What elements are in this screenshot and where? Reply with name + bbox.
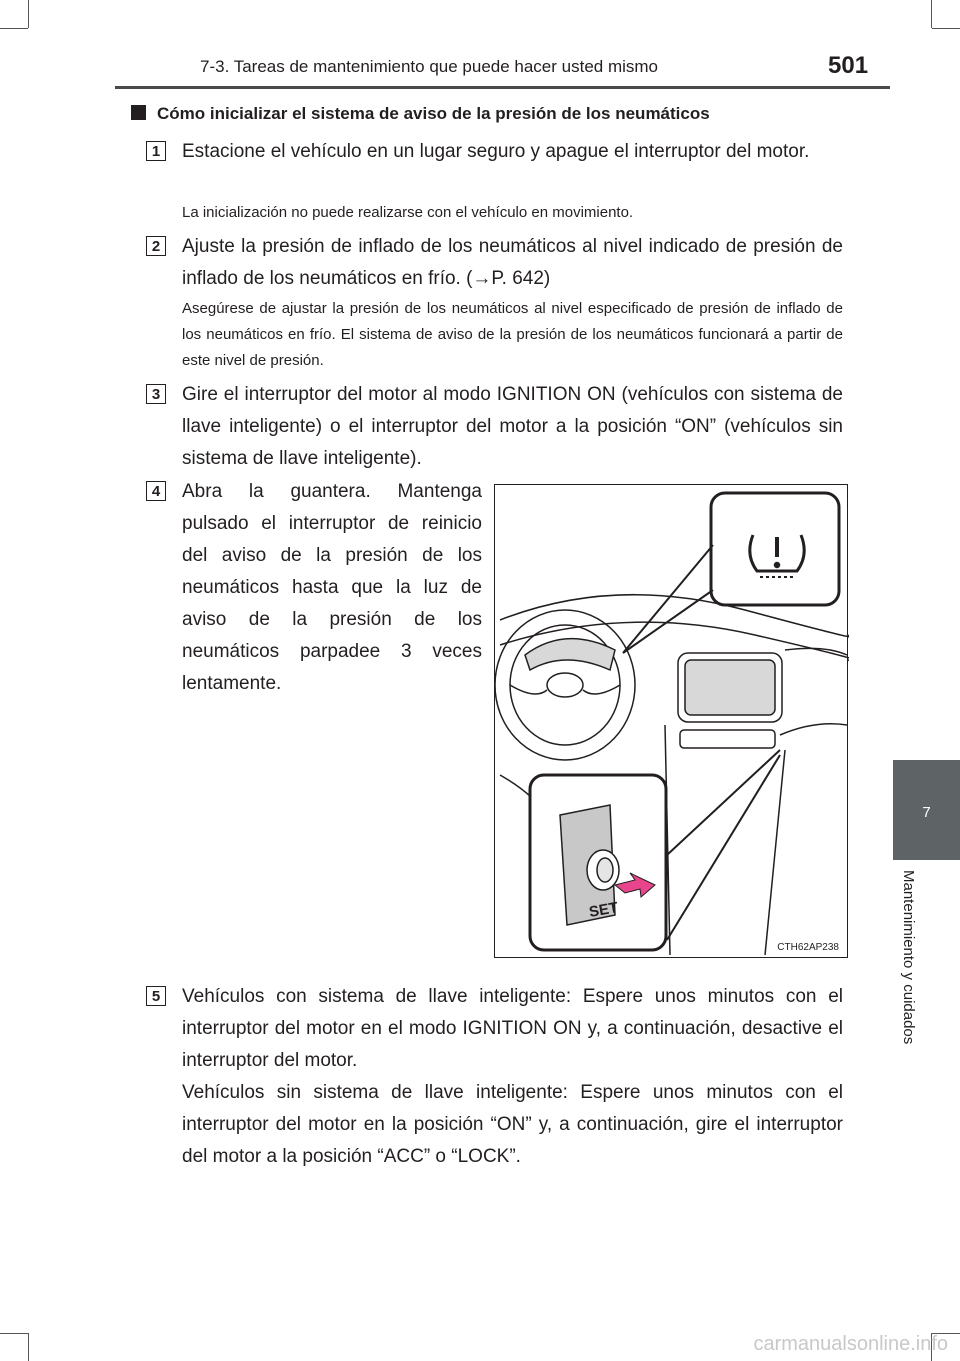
crop-mark	[931, 0, 932, 28]
step-5-text-a: Vehículos con sistema de llave inteligente: Espere unos minutos con el interruptor del motor en el modo IGNITION ON y, a continuación, desactive el interruptor del motor.	[182, 986, 843, 1071]
step-4-text: Abra la guantera. Mantenga pulsado el interruptor de reinicio del aviso de la presión de los neumáticos hasta que la luz de aviso de la presión de los neumáticos parpadee 3 veces lentamente.	[182, 481, 482, 694]
step-number-3: 3	[146, 384, 166, 404]
step-number-5: 5	[146, 986, 166, 1006]
header-rule	[115, 86, 890, 89]
step-2-text: Ajuste la presión de inflado de los neumáticos al nivel indicado de presión de inflado de los neumáticos en frío. (→P. 642)	[182, 236, 843, 289]
step-1-note: La inicialización no puede realizarse con el vehículo en movimiento.	[182, 204, 634, 221]
chapter-number: 7	[922, 804, 931, 821]
set-button-label: SET	[587, 899, 620, 921]
figure-code: CTH62AP238	[777, 942, 839, 953]
dashboard-drawing	[495, 485, 849, 959]
dashboard-illustration	[494, 484, 848, 958]
crop-mark	[28, 1333, 29, 1361]
step-2-note: Asegúrese de ajustar la presión de los neumáticos al nivel especificado de presión de inflado de los neumáticos en frío. El sistema de aviso de la presión de los neumáticos funcionará a partir de este nivel de presión.	[182, 300, 843, 369]
step-1-text: Estacione el vehículo en un lugar seguro y apague el interruptor del motor.	[182, 141, 810, 162]
step-number-2: 2	[146, 236, 166, 256]
watermark: carmanualsonline.info	[753, 1333, 948, 1355]
page-number: 501	[828, 52, 869, 79]
crop-mark	[0, 1333, 28, 1334]
crop-mark	[0, 28, 28, 29]
section-heading	[131, 104, 710, 124]
step-number-4: 4	[146, 481, 166, 501]
square-bullet-icon	[131, 105, 146, 120]
chapter-tab	[893, 760, 960, 860]
section-heading-text: Cómo inicializar el sistema de aviso de la presión de los neumáticos	[157, 104, 710, 123]
running-header: 7-3. Tareas de mantenimiento que puede hacer usted mismo	[200, 57, 659, 76]
step-5-text-b: Vehículos sin sistema de llave inteligente: Espere unos minutos con el interruptor del motor en la posición “ON” y, a continuación, gire el interruptor del motor a la posición “ACC” o “LOCK”.	[182, 1082, 843, 1167]
chapter-label: Mantenimiento y cuidados	[900, 870, 917, 1045]
crop-mark	[932, 28, 960, 29]
crop-mark	[28, 0, 29, 28]
step-number-1: 1	[146, 141, 166, 161]
step-3-text: Gire el interruptor del motor al modo IGNITION ON (vehículos con sistema de llave inteligente) o el interruptor del motor a la posición “ON” (vehículos sin sistema de llave inteligente).	[182, 384, 843, 469]
